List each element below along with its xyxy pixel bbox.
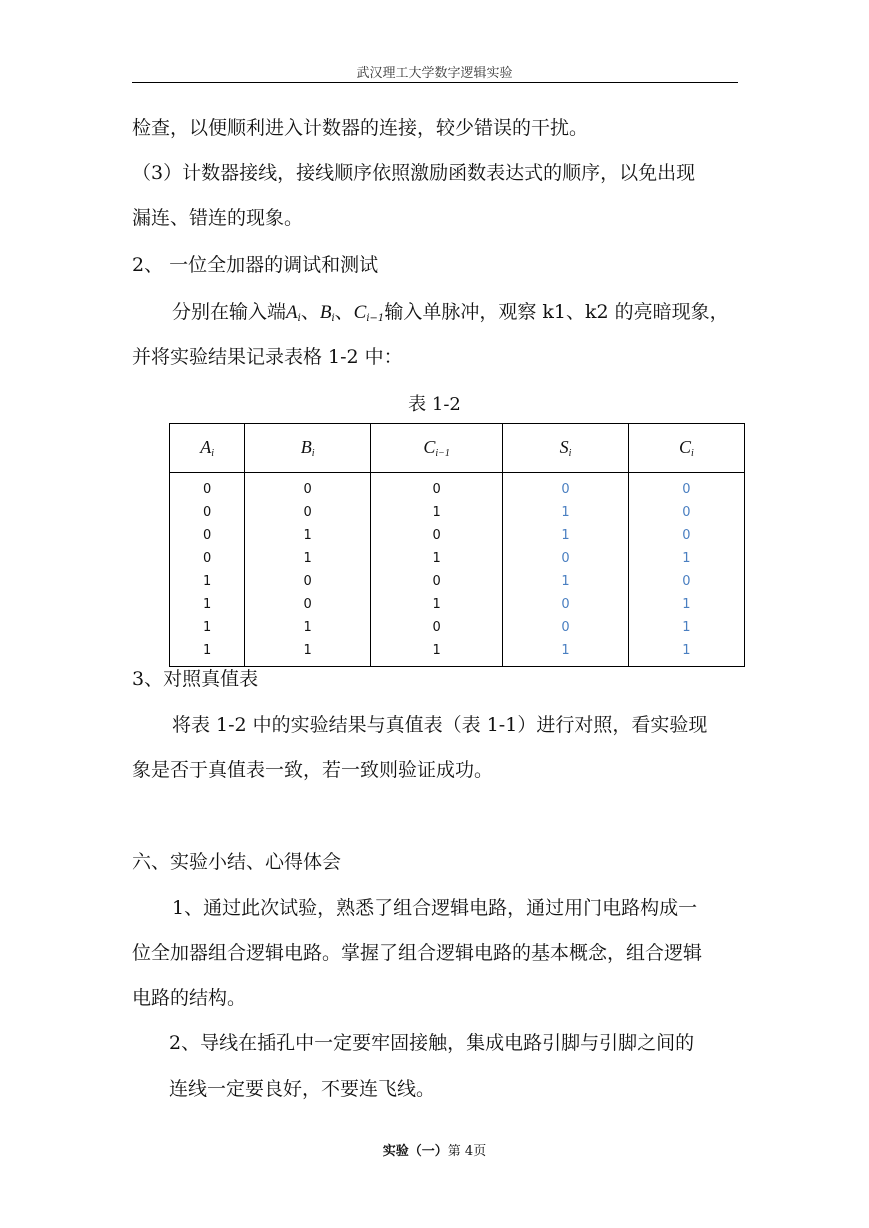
cell-si: 0 — [503, 593, 629, 616]
header-si-label: S — [559, 437, 569, 457]
table-row — [170, 593, 745, 616]
paragraph-12: 连线一定要良好，不要连飞线。 — [169, 1078, 436, 1100]
cell-si: 0 — [503, 616, 629, 639]
cell-ci-1: 0 — [371, 524, 503, 547]
cell-ci-1: 0 — [371, 473, 503, 502]
paragraph-4-post: 输入单脉冲，观察 k1、k2 的亮暗现象， — [384, 301, 729, 323]
var-a-sub: i — [297, 313, 301, 324]
footer-page-number: 第 4页 — [447, 1144, 487, 1159]
cell-si: 1 — [503, 570, 629, 593]
page-footer — [0, 1140, 869, 1159]
paragraph-4-pre: 分别在输入端 — [172, 301, 287, 323]
header-bi-sub: i — [311, 448, 315, 459]
cell-ci-1: 0 — [371, 570, 503, 593]
header-ci-1-sub: i−1 — [435, 448, 450, 459]
cell-ci: 0 — [628, 473, 744, 502]
cell-ci-1: 1 — [371, 593, 503, 616]
cell-bi: 1 — [245, 524, 371, 547]
paragraph-9: 位全加器组合逻辑电路。掌握了组合逻辑电路的基本概念，组合逻辑 — [132, 942, 703, 964]
paragraph-5: 并将实验结果记录表格 1-2 中： — [132, 346, 403, 368]
header-si — [503, 424, 629, 473]
paragraph-3: 漏连、错连的现象。 — [132, 207, 304, 229]
paragraph-10: 电路的结构。 — [132, 987, 247, 1009]
paragraph-1: 检查，以便顺利进入计数器的连接，较少错误的干扰。 — [132, 117, 589, 139]
table-row — [170, 524, 745, 547]
cell-bi: 1 — [245, 616, 371, 639]
paragraph-4 — [172, 300, 729, 331]
paragraph-2: （3）计数器接线，接线顺序依照激励函数表达式的顺序，以免出现 — [132, 162, 696, 184]
header-ai-label: A — [200, 437, 212, 457]
cell-ai: 0 — [170, 473, 245, 502]
header-ci-sub: i — [691, 448, 694, 459]
header-ci-label: C — [679, 437, 692, 457]
cell-bi: 1 — [245, 639, 371, 667]
paragraph-6: 将表 1-2 中的实验结果与真值表（表 1-1）进行对照，看实验现 — [172, 714, 708, 736]
header-ci-1-label: C — [423, 437, 436, 457]
var-c-sub: i−1 — [366, 313, 385, 324]
section-heading-6: 六、实验小结、心得体会 — [132, 851, 342, 873]
cell-ai: 0 — [170, 547, 245, 570]
header-si-sub: i — [568, 448, 572, 459]
cell-bi: 0 — [245, 501, 371, 524]
cell-ai: 0 — [170, 524, 245, 547]
table-row — [170, 639, 745, 667]
paragraph-4-sep-2: 、 — [334, 301, 354, 323]
cell-ci-1: 1 — [371, 501, 503, 524]
cell-ci: 1 — [628, 639, 744, 667]
table-row — [170, 616, 745, 639]
cell-ci-1: 0 — [371, 616, 503, 639]
paragraph-4-sep-1: 、 — [300, 301, 320, 323]
cell-ci: 1 — [628, 593, 744, 616]
truth-table — [169, 423, 745, 667]
cell-si: 0 — [503, 547, 629, 570]
cell-ai: 1 — [170, 616, 245, 639]
cell-ci-1: 1 — [371, 639, 503, 667]
cell-si: 1 — [503, 501, 629, 524]
var-b-sub: i — [331, 313, 335, 324]
header-title: 武汉理工大学数字逻辑实验 — [356, 66, 513, 81]
table-caption: 表 1-2 — [408, 394, 461, 415]
table-row — [170, 501, 745, 524]
table-row — [170, 570, 745, 593]
paragraph-7: 象是否于真值表一致，若一致则验证成功。 — [132, 759, 494, 781]
footer-chapter: 实验（一） — [382, 1144, 448, 1159]
cell-ci-1: 1 — [371, 547, 503, 570]
var-b: B — [319, 302, 332, 323]
paragraph-8: 1、通过此次试验，熟悉了组合逻辑电路，通过用门电路构成一 — [172, 897, 698, 919]
header-ai — [170, 424, 245, 473]
header-divider — [132, 82, 738, 83]
cell-si: 1 — [503, 639, 629, 667]
cell-ci: 0 — [628, 570, 744, 593]
paragraph-11: 2、导线在插孔中一定要牢固接触，集成电路引脚与引脚之间的 — [169, 1032, 695, 1054]
cell-ai: 1 — [170, 570, 245, 593]
cell-bi: 1 — [245, 547, 371, 570]
var-a: A — [286, 302, 298, 323]
cell-bi: 0 — [245, 593, 371, 616]
cell-ci: 0 — [628, 524, 744, 547]
var-c: C — [353, 302, 367, 323]
cell-si: 1 — [503, 524, 629, 547]
header-ci — [628, 424, 744, 473]
header-bi-label: B — [300, 437, 312, 457]
section-heading-2: 2、 一位全加器的调试和测试 — [132, 254, 379, 276]
table-header-row — [170, 424, 745, 473]
table-row — [170, 547, 745, 570]
header-ai-sub: i — [211, 448, 215, 459]
table-row — [170, 473, 745, 502]
cell-ai: 1 — [170, 639, 245, 667]
cell-ci: 0 — [628, 501, 744, 524]
header-bi — [245, 424, 371, 473]
cell-ai: 1 — [170, 593, 245, 616]
cell-bi: 0 — [245, 473, 371, 502]
header-ci-1 — [371, 424, 503, 473]
cell-ai: 0 — [170, 501, 245, 524]
section-heading-3: 3、对照真值表 — [132, 668, 259, 690]
cell-bi: 0 — [245, 570, 371, 593]
cell-ci: 1 — [628, 616, 744, 639]
cell-si: 0 — [503, 473, 629, 502]
cell-ci: 1 — [628, 547, 744, 570]
